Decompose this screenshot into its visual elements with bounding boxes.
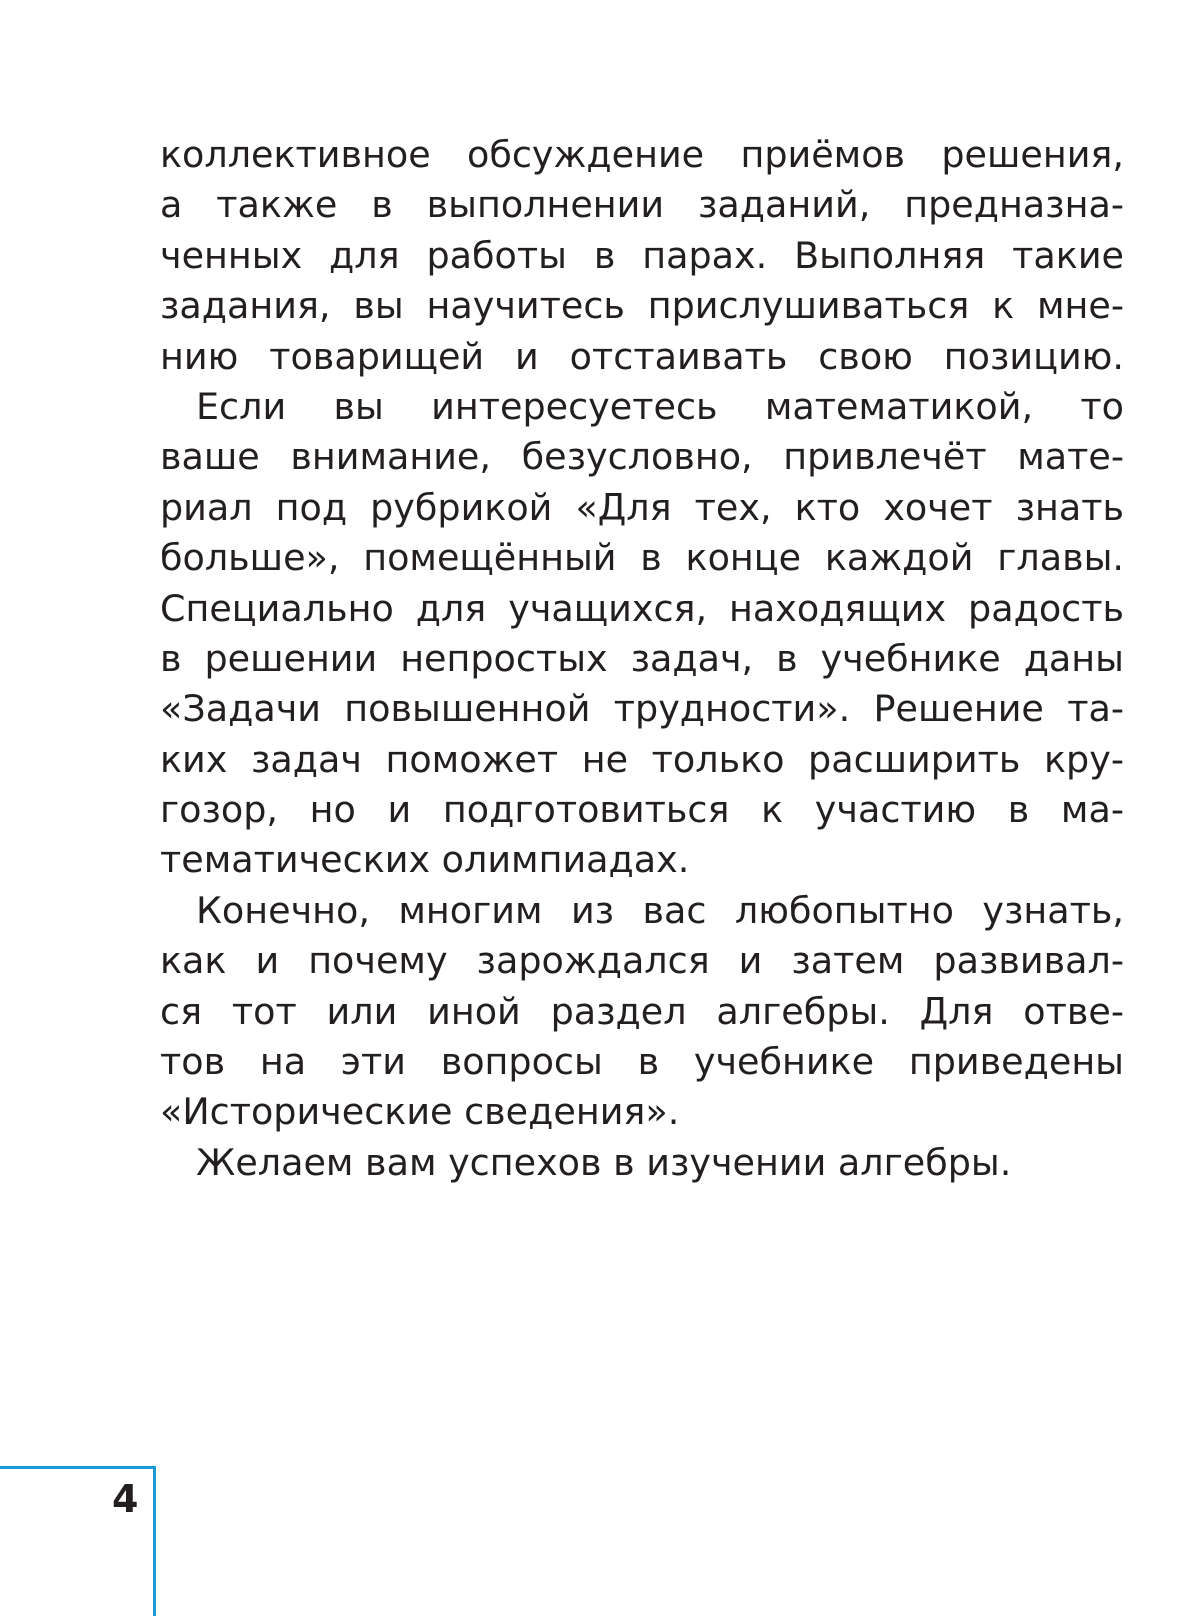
text-line: а также в выполнении заданий, предназна- <box>160 183 1124 227</box>
text-line: Желаем вам успехов в изучении алгебры. <box>196 1140 1012 1184</box>
text-line: в решении непростых задач, в учебнике даны <box>160 636 1124 680</box>
page-number: 4 <box>112 1477 139 1521</box>
text-line: ких задач поможет не только расширить кру- <box>160 737 1124 781</box>
text-line: как и почему зарождался и затем развивал- <box>160 939 1124 983</box>
text-line: ся тот или иной раздел алгебры. Для отве- <box>160 989 1124 1033</box>
text-line: Конечно, многим из вас любопытно узнать, <box>196 888 1124 932</box>
text-line: ваше внимание, безусловно, привлечёт мате- <box>160 435 1124 479</box>
body-text <box>160 130 1124 1188</box>
text-line: «Задачи повышенной трудности». Решение та- <box>160 687 1124 731</box>
text-line: коллективное обсуждение приёмов решения, <box>160 133 1124 176</box>
text-line: гозор, но и подготовиться к участию в ма- <box>160 788 1124 832</box>
text-line: нию товарищей и отстаивать свою позицию. <box>160 334 1124 378</box>
text-line: больше», помещённый в конце каждой главы. <box>160 536 1124 580</box>
text-line: тов на эти вопросы в учебнике приведены <box>160 1040 1124 1084</box>
text-line: ченных для работы в парах. Выполняя такие <box>160 233 1124 277</box>
text-line: задания, вы научитесь прислушиваться к мне- <box>160 284 1124 328</box>
text-line: «Исторические сведения». <box>160 1090 680 1134</box>
text-line: риал под рубрикой «Для тех, кто хочет знать <box>160 485 1124 529</box>
text-line: Если вы интересуетесь математикой, то <box>196 384 1124 428</box>
text-line: тематических олимпиадах. <box>160 838 690 882</box>
text-line: Специально для учащихся, находящих радость <box>160 586 1124 630</box>
